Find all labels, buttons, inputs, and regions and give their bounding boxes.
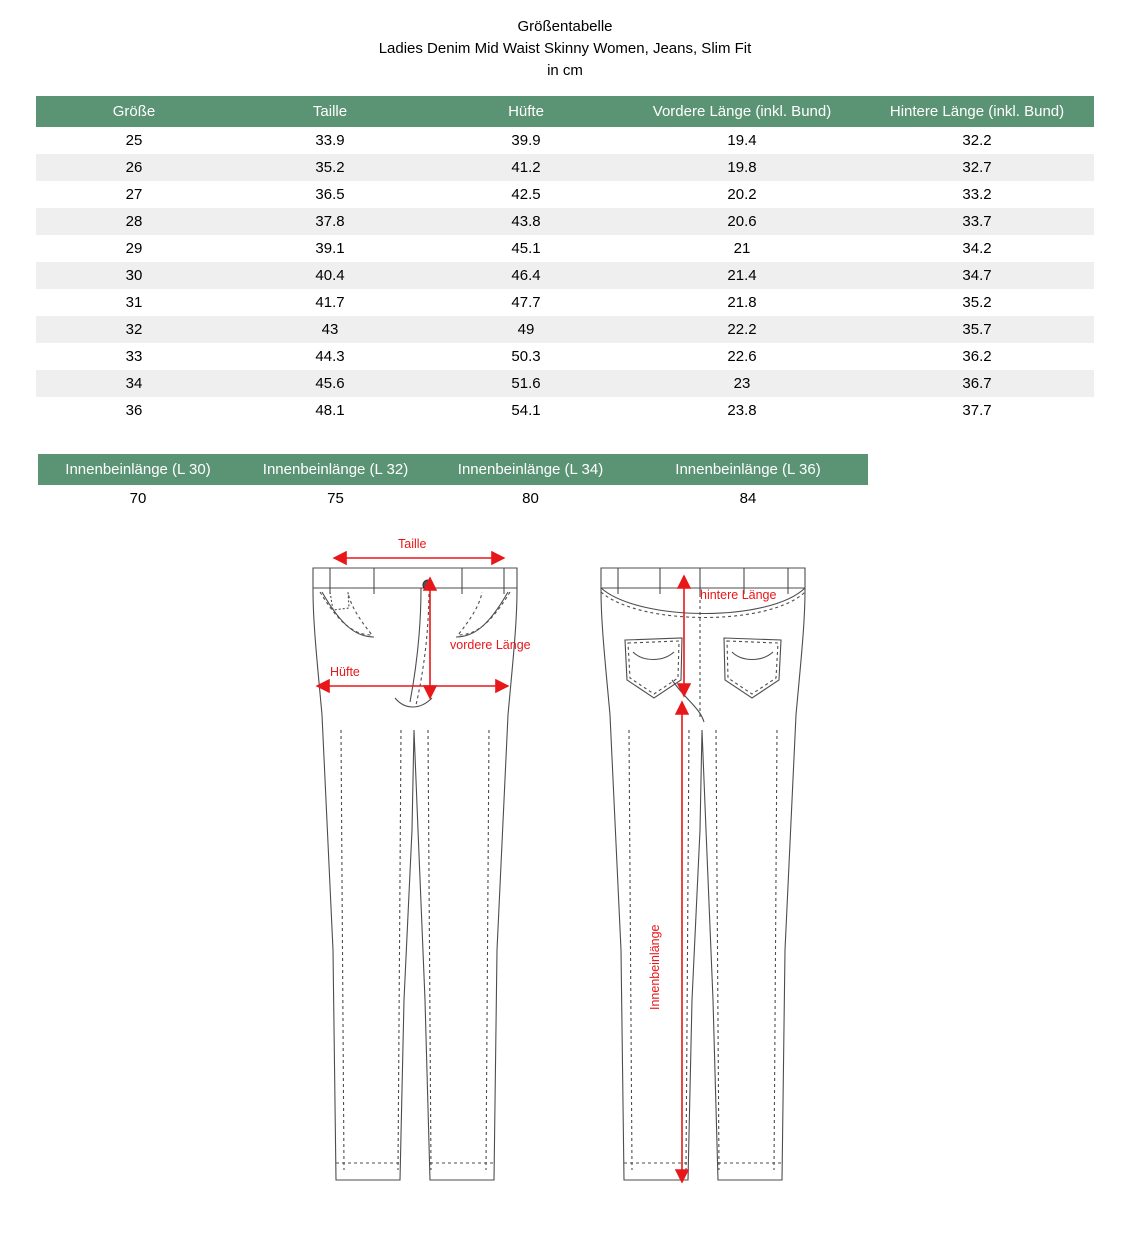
table-row	[38, 485, 868, 512]
cell-front-length: 19.8	[624, 154, 860, 181]
table-row	[36, 154, 1094, 181]
title-line-1: Größentabelle	[517, 18, 613, 35]
column-header-waist: Taille	[232, 96, 428, 127]
cell-front-length: 20.6	[624, 208, 860, 235]
table-row	[36, 316, 1094, 343]
jeans-technical-drawing	[0, 530, 1130, 1230]
cell-back-length: 32.7	[860, 154, 1094, 181]
table-row	[36, 127, 1094, 154]
cell-back-length: 35.7	[860, 316, 1094, 343]
cell-waist: 39.1	[315, 240, 345, 257]
cell-back-length: 36.2	[962, 348, 992, 365]
cell-front-length: 21.4	[624, 262, 860, 289]
cell-size: 28	[36, 208, 232, 235]
cell-front-length: 21	[733, 240, 751, 257]
column-header-inseam-l30: Innenbeinlänge (L 30)	[38, 454, 238, 485]
cell-inseam-l30: 70	[129, 490, 147, 507]
cell-front-length: 23	[624, 370, 860, 397]
cell-front-length: 22.6	[727, 348, 757, 365]
cell-hip: 46.4	[428, 262, 624, 289]
inseam-table	[38, 454, 868, 512]
column-header-inseam-l34: Innenbeinlänge (L 34)	[433, 454, 628, 485]
cell-back-length: 35.2	[962, 294, 992, 311]
column-header-inseam-l32: Innenbeinlänge (L 32)	[238, 454, 433, 485]
label-huefte: Hüfte	[330, 665, 360, 679]
cell-waist: 48.1	[315, 402, 345, 419]
size-table-header-row	[36, 96, 1094, 127]
measurement-diagram	[0, 530, 1130, 1230]
cell-size: 31	[125, 294, 143, 311]
column-header-inseam-l36: Innenbeinlänge (L 36)	[628, 454, 868, 485]
cell-back-length: 33.7	[860, 208, 1094, 235]
cell-size: 25	[125, 132, 143, 149]
label-innenbeinlaenge: Innenbeinlänge	[648, 924, 662, 1010]
cell-waist: 43	[232, 316, 428, 343]
cell-hip: 50.3	[511, 348, 541, 365]
cell-back-length: 32.2	[962, 132, 992, 149]
cell-front-length: 22.2	[624, 316, 860, 343]
page-title	[0, 0, 1130, 82]
cell-waist: 35.2	[232, 154, 428, 181]
cell-front-length: 19.4	[727, 132, 757, 149]
table-row	[36, 370, 1094, 397]
cell-hip: 41.2	[428, 154, 624, 181]
cell-waist: 33.9	[315, 132, 345, 149]
cell-back-length: 33.2	[962, 186, 992, 203]
table-row	[36, 397, 1094, 424]
cell-size: 33	[125, 348, 143, 365]
cell-waist: 36.5	[315, 186, 345, 203]
cell-size: 34	[36, 370, 232, 397]
cell-hip: 47.7	[511, 294, 541, 311]
cell-size: 26	[36, 154, 232, 181]
size-table	[36, 96, 1094, 424]
label-vordere-laenge: vordere Länge	[450, 638, 531, 652]
cell-back-length: 37.7	[962, 402, 992, 419]
title-line-2: Ladies Denim Mid Waist Skinny Women, Jeans, Slim Fit	[378, 40, 752, 57]
column-header-size: Größe	[36, 96, 232, 127]
cell-back-length: 36.7	[860, 370, 1094, 397]
cell-waist: 37.8	[232, 208, 428, 235]
table-row	[36, 181, 1094, 208]
cell-size: 29	[125, 240, 143, 257]
column-header-front-length: Vordere Länge (inkl. Bund)	[624, 96, 860, 127]
cell-hip: 45.1	[511, 240, 541, 257]
table-row	[36, 343, 1094, 370]
cell-hip: 42.5	[511, 186, 541, 203]
cell-inseam-l36: 84	[739, 490, 757, 507]
cell-size: 36	[125, 402, 143, 419]
cell-hip: 51.6	[428, 370, 624, 397]
label-hintere-laenge: hintere Länge	[700, 588, 777, 602]
cell-waist: 40.4	[232, 262, 428, 289]
table-row	[36, 289, 1094, 316]
cell-size: 32	[36, 316, 232, 343]
cell-size: 27	[125, 186, 143, 203]
cell-back-length: 34.7	[860, 262, 1094, 289]
front-view-jeans	[313, 568, 517, 1180]
back-view-jeans	[601, 568, 805, 1180]
cell-size: 30	[36, 262, 232, 289]
cell-inseam-l34: 80	[522, 490, 539, 507]
cell-hip: 39.9	[511, 132, 541, 149]
cell-front-length: 23.8	[727, 402, 757, 419]
table-row	[36, 235, 1094, 262]
cell-waist: 44.3	[315, 348, 345, 365]
title-line-3: in cm	[547, 62, 583, 79]
cell-back-length: 34.2	[962, 240, 992, 257]
cell-inseam-l32: 75	[327, 490, 344, 507]
inseam-table-header-row	[38, 454, 868, 485]
cell-front-length: 21.8	[727, 294, 757, 311]
cell-waist: 45.6	[232, 370, 428, 397]
cell-waist: 41.7	[315, 294, 345, 311]
column-header-back-length: Hintere Länge (inkl. Bund)	[860, 96, 1094, 127]
table-row	[36, 262, 1094, 289]
column-header-hip: Hüfte	[428, 96, 624, 127]
cell-hip: 54.1	[511, 402, 541, 419]
label-taille: Taille	[398, 537, 427, 551]
cell-hip: 49	[428, 316, 624, 343]
cell-front-length: 20.2	[727, 186, 757, 203]
cell-hip: 43.8	[428, 208, 624, 235]
table-row	[36, 208, 1094, 235]
